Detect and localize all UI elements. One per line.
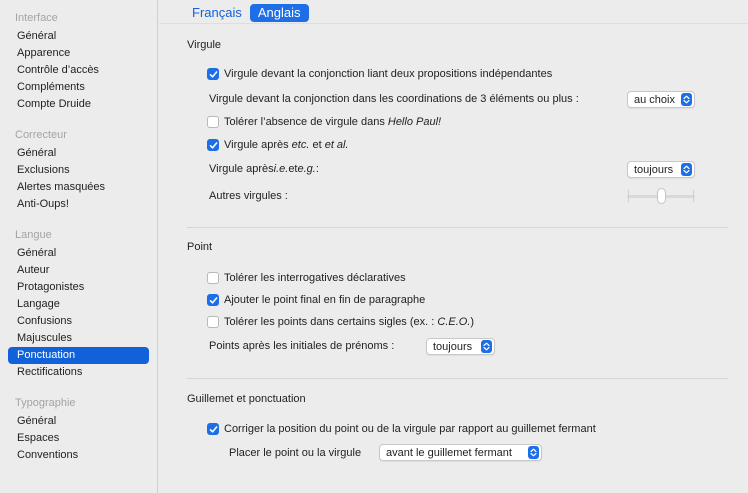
tabs-divider bbox=[159, 23, 748, 24]
checkbox-label: Virgule devant la conjonction liant deux propositions indépendantes bbox=[224, 68, 553, 80]
label-italic: et al. bbox=[324, 139, 349, 151]
label-coordinations: Virgule devant la conjonction dans les coordinations de 3 éléments ou plus : bbox=[209, 93, 579, 105]
label-italic: C.E.O. bbox=[437, 316, 471, 328]
sidebar-item-conventions[interactable]: Conventions bbox=[17, 449, 79, 461]
label-initiales: Points après les initiales de prénoms : bbox=[209, 340, 395, 352]
checkbox-label: Corriger la position du point ou de la virgule par rapport au guillemet fermant bbox=[224, 423, 596, 435]
label-italic: i.e. bbox=[273, 163, 289, 175]
sidebar-group-langue: Langue bbox=[15, 229, 52, 241]
checkbox-guillemet[interactable] bbox=[207, 423, 219, 435]
checkbox-sigles[interactable] bbox=[207, 316, 219, 328]
slider-autres-virgules[interactable] bbox=[627, 188, 695, 204]
select-value: au choix bbox=[634, 93, 675, 106]
label-part: ) bbox=[470, 316, 475, 328]
sidebar-item-typographie-general[interactable]: Général bbox=[17, 415, 57, 427]
checkbox-row-interrogatives[interactable] bbox=[207, 270, 406, 286]
checkbox-virgule-independantes[interactable] bbox=[207, 68, 219, 80]
sidebar-group-correcteur: Correcteur bbox=[15, 129, 67, 141]
sidebar-group-interface: Interface bbox=[15, 12, 58, 24]
sidebar-item-majuscules[interactable]: Majuscules bbox=[17, 332, 73, 344]
slider-tick bbox=[628, 190, 629, 202]
sidebar-item-alertes-masquees[interactable]: Alertes masquées bbox=[17, 181, 106, 193]
checkbox-label bbox=[224, 139, 349, 151]
slider-thumb[interactable] bbox=[657, 188, 666, 204]
checkmark-icon bbox=[209, 296, 218, 305]
sidebar-item-langage[interactable]: Langage bbox=[17, 298, 60, 310]
checkbox-row-sigles[interactable] bbox=[207, 314, 474, 330]
select-value: toujours bbox=[433, 340, 473, 353]
section-title-guillemet: Guillemet et ponctuation bbox=[187, 393, 306, 405]
sidebar-item-complements[interactable]: Compléments bbox=[17, 81, 85, 93]
label-ie-eg bbox=[209, 161, 319, 177]
section-title-virgule: Virgule bbox=[187, 39, 222, 51]
select-coordinations[interactable] bbox=[627, 91, 695, 108]
chevron-updown-icon bbox=[681, 163, 692, 176]
section-title-point: Point bbox=[187, 241, 213, 253]
select-initiales[interactable] bbox=[426, 338, 495, 355]
label-placer: Placer le point ou la virgule bbox=[229, 447, 362, 459]
sidebar-item-correcteur-general[interactable]: Général bbox=[17, 147, 57, 159]
sidebar-item-interface-general[interactable]: Général bbox=[17, 30, 57, 42]
label-part: : bbox=[315, 163, 319, 175]
sidebar-item-controle-acces[interactable]: Contrôle d’accès bbox=[17, 64, 99, 76]
chevron-updown-icon bbox=[681, 93, 692, 106]
sidebar-item-rectifications[interactable]: Rectifications bbox=[17, 366, 83, 378]
sidebar-item-protagonistes[interactable]: Protagonistes bbox=[17, 281, 85, 293]
label-autres-virgules: Autres virgules : bbox=[209, 190, 288, 202]
checkmark-icon bbox=[209, 141, 218, 150]
sidebar-item-apparence[interactable]: Apparence bbox=[17, 47, 71, 59]
label-part: Virgule après bbox=[209, 163, 274, 175]
checkmark-icon bbox=[209, 425, 218, 434]
label-italic: etc. bbox=[291, 139, 310, 151]
label-part: Tolérer l’absence de virgule dans bbox=[224, 116, 388, 128]
sidebar-group-typographie: Typographie bbox=[15, 397, 76, 409]
checkbox-row-guillemet[interactable] bbox=[207, 421, 596, 437]
checkbox-row-virgule-independantes[interactable] bbox=[207, 66, 552, 82]
tab-francais[interactable]: Français bbox=[192, 4, 242, 20]
language-tabs bbox=[184, 3, 309, 22]
section-divider bbox=[187, 227, 728, 228]
sidebar bbox=[0, 0, 158, 493]
checkbox-row-etc[interactable] bbox=[207, 137, 349, 153]
checkbox-label: Tolérer les interrogatives déclaratives bbox=[224, 272, 406, 284]
chevron-updown-icon bbox=[481, 340, 492, 353]
checkbox-point-final[interactable] bbox=[207, 294, 219, 306]
sidebar-item-auteur[interactable]: Auteur bbox=[17, 264, 50, 276]
checkbox-label bbox=[224, 116, 441, 128]
label-italic: Hello Paul! bbox=[387, 116, 442, 128]
sidebar-item-exclusions[interactable]: Exclusions bbox=[17, 164, 70, 176]
checkbox-hello-paul[interactable] bbox=[207, 116, 219, 128]
sidebar-item-espaces[interactable]: Espaces bbox=[17, 432, 60, 444]
sidebar-item-langue-general[interactable]: Général bbox=[17, 247, 57, 259]
select-placer[interactable] bbox=[379, 444, 542, 461]
tab-anglais[interactable]: Anglais bbox=[250, 4, 309, 22]
label-part: Virgule après bbox=[224, 139, 292, 151]
sidebar-item-compte-druide[interactable]: Compte Druide bbox=[17, 98, 91, 110]
label-part: Tolérer les points dans certains sigles (ex. : bbox=[224, 316, 438, 328]
slider-tick bbox=[693, 190, 694, 202]
checkbox-label: Ajouter le point final en fin de paragraphe bbox=[224, 294, 426, 306]
label-part: et bbox=[288, 163, 298, 175]
select-value: toujours bbox=[634, 163, 674, 176]
select-value: avant le guillemet fermant bbox=[386, 446, 512, 459]
section-divider bbox=[187, 378, 728, 379]
sidebar-item-ponctuation[interactable]: Ponctuation bbox=[8, 347, 149, 364]
main-panel bbox=[159, 0, 748, 493]
sidebar-item-confusions[interactable]: Confusions bbox=[17, 315, 73, 327]
select-ie-eg[interactable] bbox=[627, 161, 695, 178]
checkbox-row-hello-paul[interactable] bbox=[207, 114, 441, 130]
chevron-updown-icon bbox=[528, 446, 539, 459]
checkbox-label bbox=[224, 316, 474, 328]
sidebar-item-anti-oups[interactable]: Anti-Oups! bbox=[17, 198, 69, 210]
checkbox-etc[interactable] bbox=[207, 139, 219, 151]
checkbox-row-point-final[interactable] bbox=[207, 292, 425, 308]
checkmark-icon bbox=[209, 70, 218, 79]
label-part: et bbox=[309, 139, 325, 151]
checkbox-interrogatives[interactable] bbox=[207, 272, 219, 284]
label-italic: e.g. bbox=[297, 163, 316, 175]
